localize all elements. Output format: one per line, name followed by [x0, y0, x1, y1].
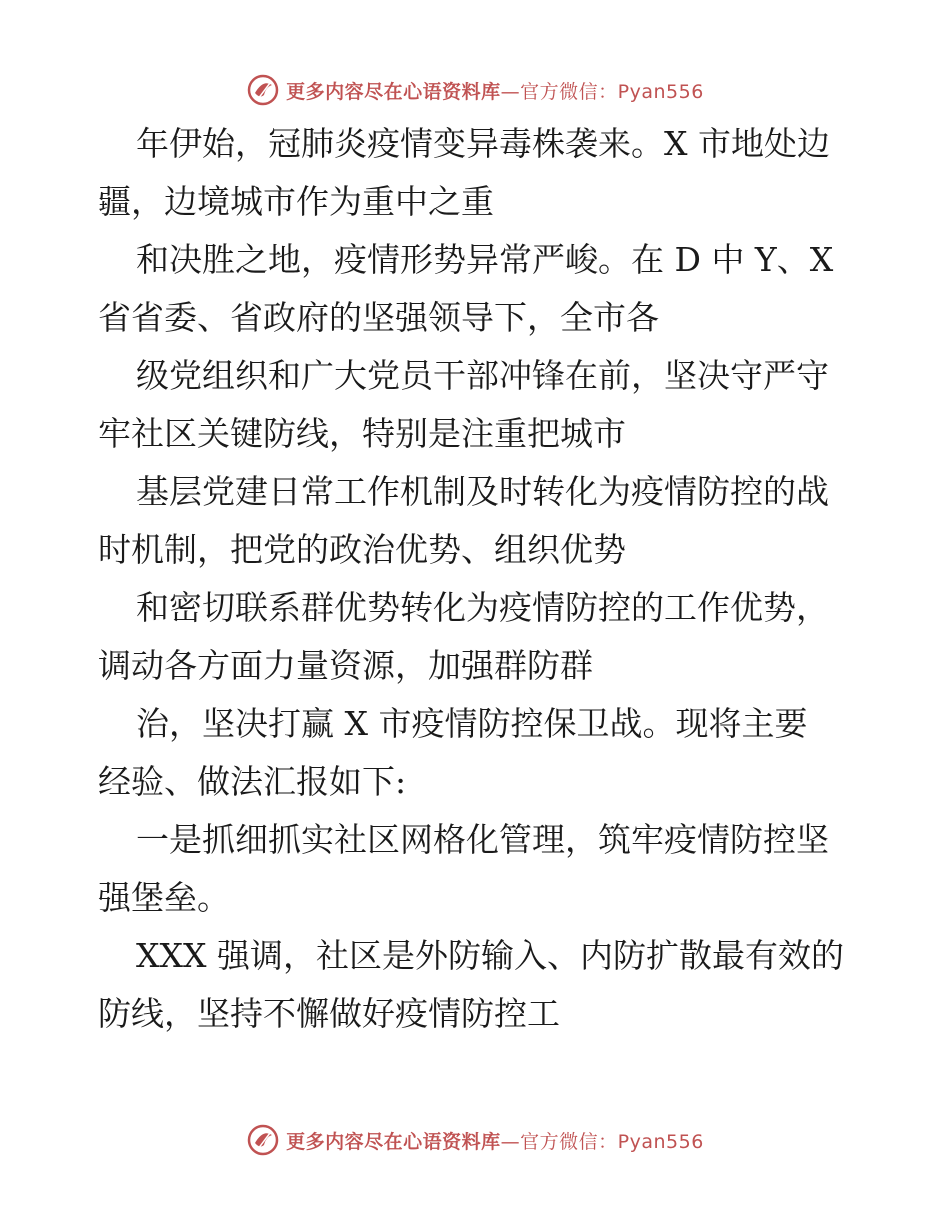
- text-line: 治，坚决打赢 X 市疫情防控保卫战。现将主要: [136, 704, 808, 743]
- text-line: 牢社区关键防线，特别是注重把城市: [98, 414, 626, 453]
- watermark-main-text: 更多内容尽在心语资料库: [286, 1130, 501, 1153]
- text-line: 基层党建日常工作机制及时转化为疫情防控的战: [136, 472, 829, 511]
- watermark-wechat-text: 官方微信：Pyan556: [520, 1130, 704, 1153]
- watermark-wechat-text: 官方微信：Pyan556: [520, 80, 704, 103]
- text-line: 防线，坚持不懈做好疫情防控工: [98, 994, 560, 1033]
- text-line: 时机制，把党的政治优势、组织优势: [98, 530, 626, 569]
- text-line: 和密切联系群优势转化为疫情防控的工作优势，: [136, 588, 829, 627]
- text-line: 年伊始，冠肺炎疫情变异毒株袭来。X 市地处边: [136, 124, 830, 163]
- text-line: 疆，边境城市作为重中之重: [98, 182, 494, 221]
- text-line: 一是抓细抓实社区网格化管理，筑牢疫情防控坚: [136, 820, 829, 859]
- text-line: 级党组织和广大党员干部冲锋在前，坚决守严守: [136, 356, 829, 395]
- text-line: 调动各方面力量资源，加强群防群: [98, 646, 593, 685]
- text-line: 经验、做法汇报如下:: [98, 762, 407, 801]
- document-body: [98, 115, 858, 1043]
- watermark-logo-icon: [246, 73, 280, 107]
- watermark-logo-icon: [246, 1123, 280, 1157]
- footer-watermark: [0, 1120, 950, 1160]
- watermark-main-text: 更多内容尽在心语资料库: [286, 80, 501, 103]
- text-line: 强堡垒。: [98, 878, 230, 917]
- header-watermark: [0, 70, 950, 110]
- body-paragraph: [98, 115, 858, 1043]
- text-line: 省省委、省政府的坚强领导下，全市各: [98, 298, 659, 337]
- text-line: 和决胜之地，疫情形势异常严峻。在 D 中 Y、X: [136, 240, 834, 279]
- text-line: XXX 强调，社区是外防输入、内防扩散最有效的: [136, 936, 844, 975]
- watermark-text: [286, 1127, 704, 1154]
- watermark-separator: —: [500, 80, 521, 103]
- watermark-separator: —: [500, 1130, 521, 1153]
- watermark-text: [286, 77, 704, 104]
